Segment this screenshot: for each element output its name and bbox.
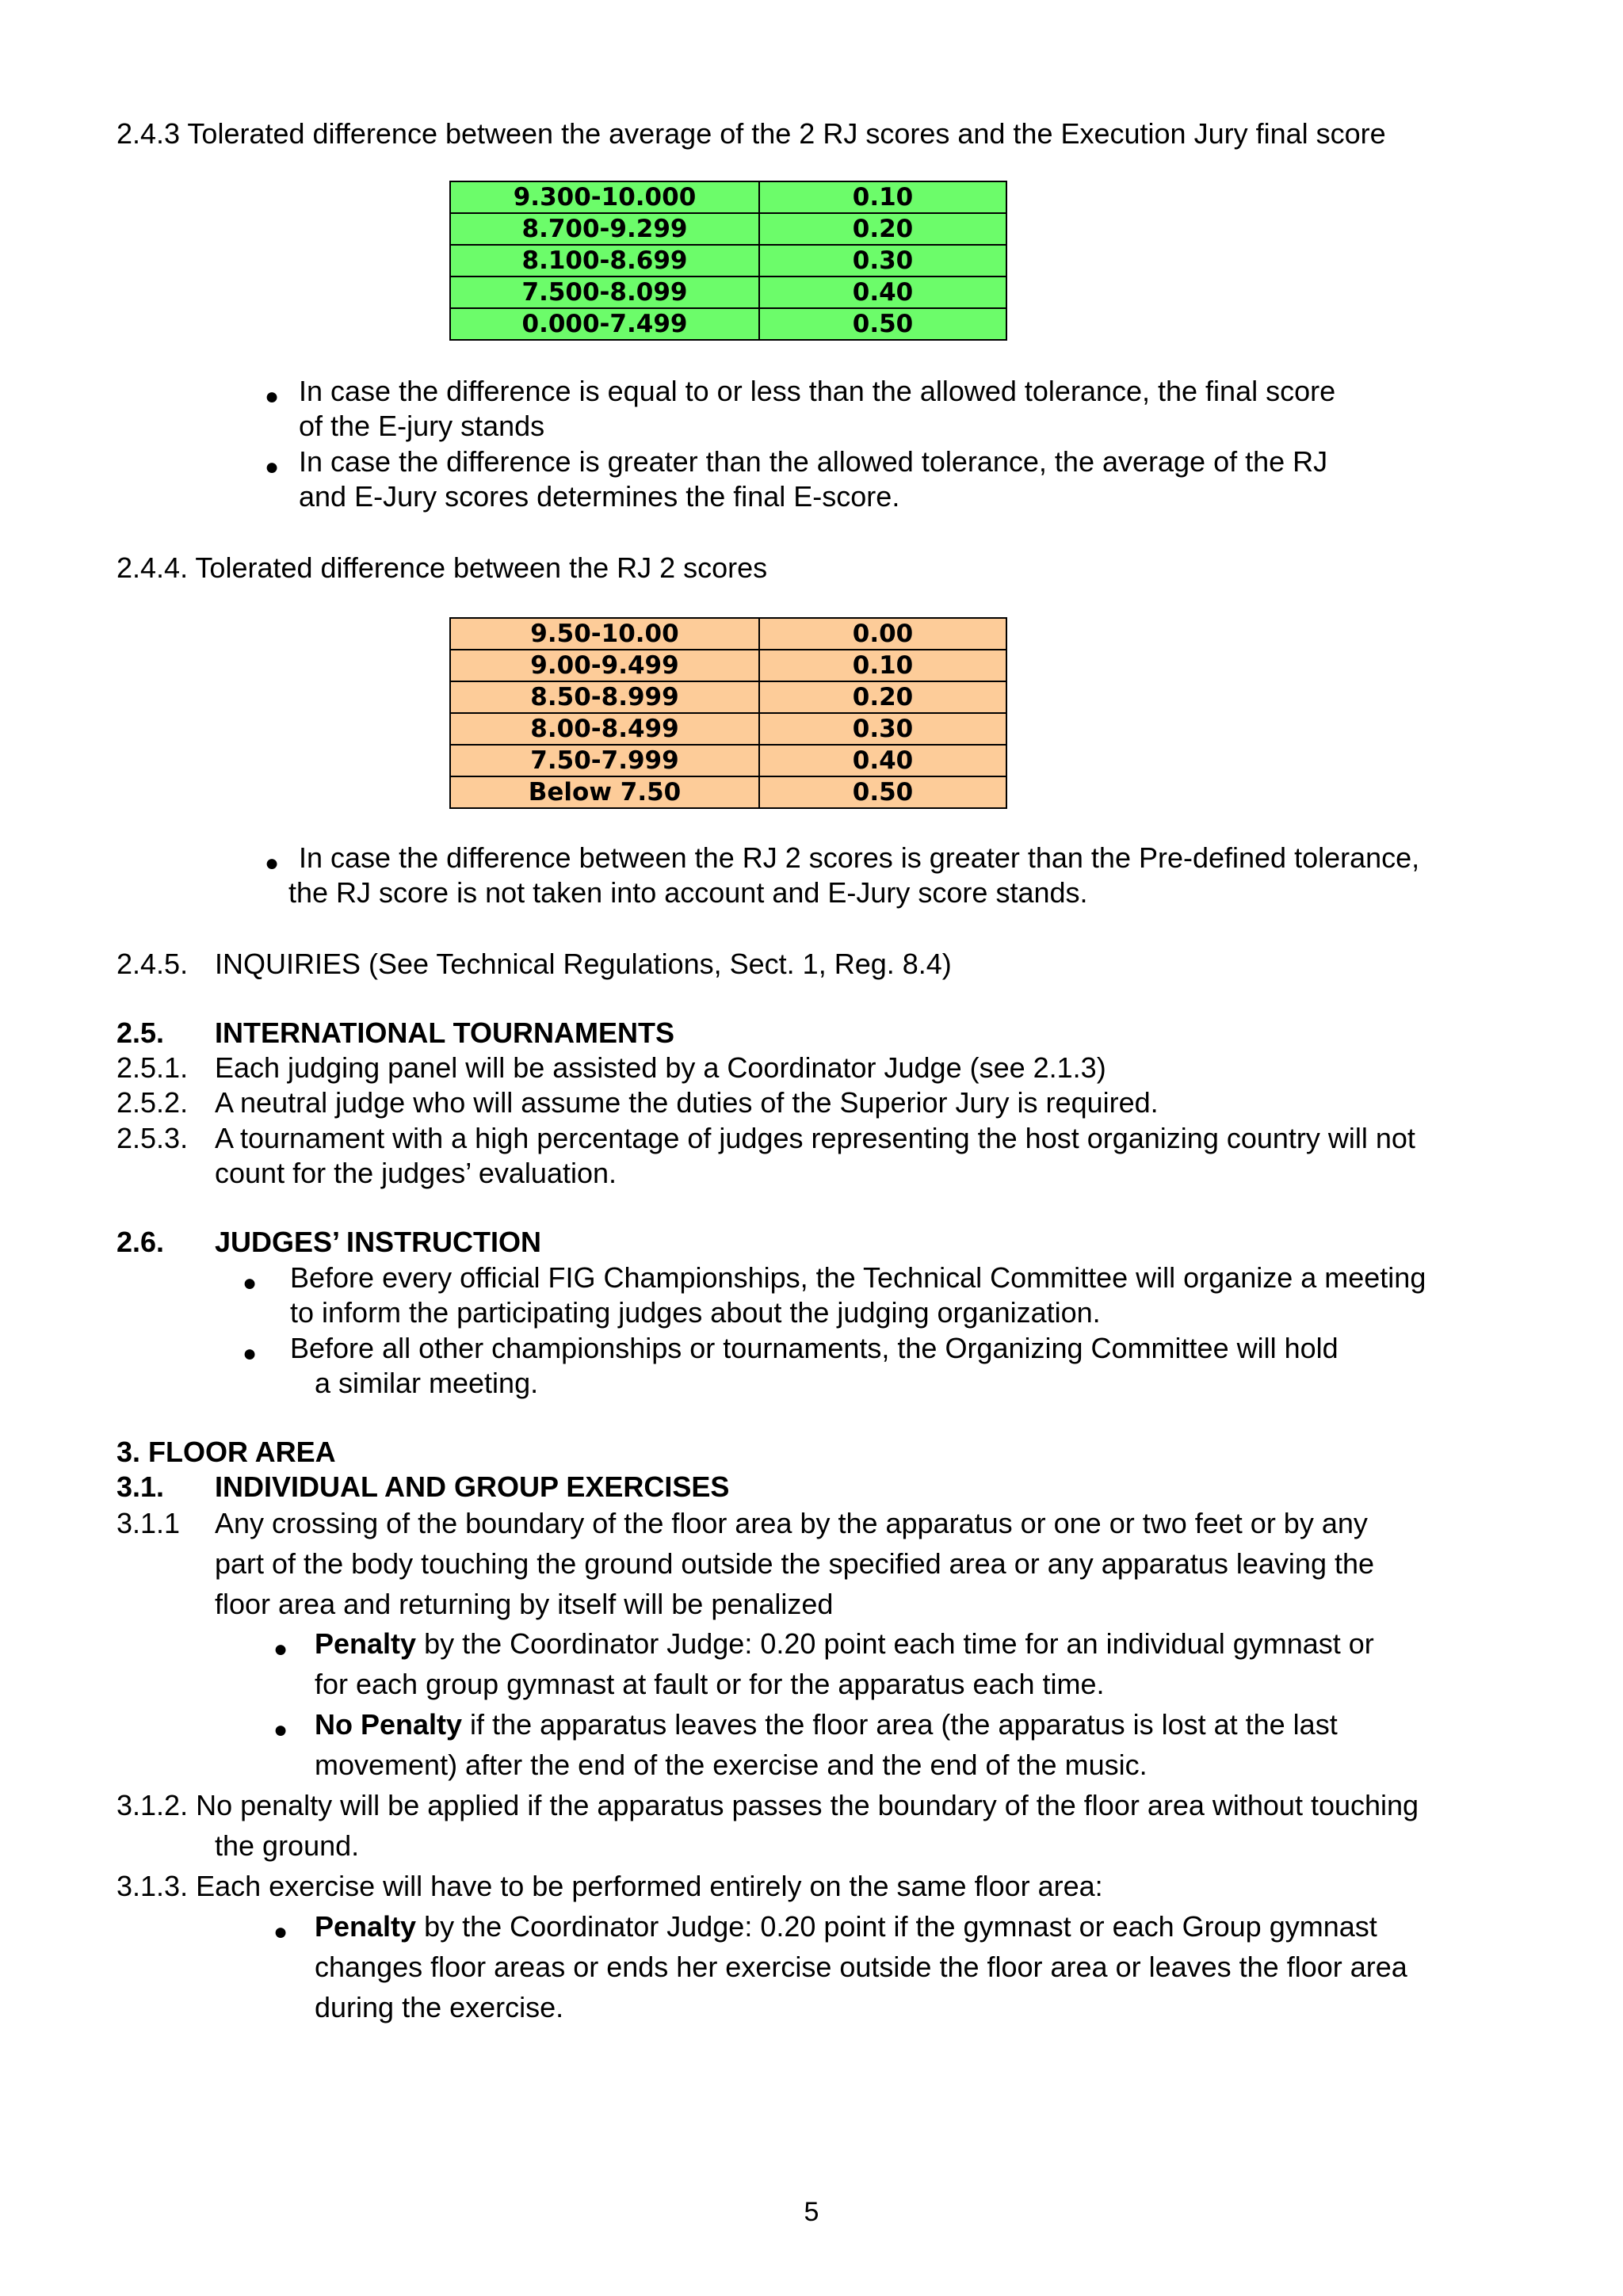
table-cell: 0.10	[759, 181, 1006, 213]
bullet-icon: ●	[242, 1341, 258, 1367]
bullet-icon: ●	[265, 383, 280, 410]
section-text: floor area and returning by itself will be penalized	[215, 1588, 834, 1620]
bullet-text: for each group gymnast at fault or for the apparatus each time.	[315, 1668, 1105, 1700]
tolerance-table-2-4-4	[449, 617, 1007, 809]
table-cell: 9.300-10.000	[450, 181, 759, 213]
section-text: A neutral judge who will assume the duties of the Superior Jury is required.	[215, 1086, 1159, 1119]
heading-2-4-3: 2.4.3 Tolerated difference between the average of the 2 RJ scores and the Execution Jury final score	[116, 117, 1386, 150]
section-number: 3.1.1	[116, 1507, 181, 1539]
table-cell: 0.40	[759, 277, 1006, 308]
table-cell: 8.700-9.299	[450, 213, 759, 245]
section-number: 2.5.3.	[116, 1122, 189, 1154]
bullet-text: In case the difference between the RJ 2 scores is greater than the Pre-defined tolerance,	[299, 841, 1420, 874]
bullet-text: In case the difference is equal to or less than the allowed tolerance, the final score	[299, 375, 1336, 407]
bullet-text: In case the difference is greater than the allowed tolerance, the average of the RJ	[299, 445, 1328, 478]
section-text: INQUIRIES (See Technical Regulations, Sect. 1, Reg. 8.4)	[215, 948, 952, 980]
bullet-icon: ●	[265, 850, 280, 876]
section-title: 3. FLOOR AREA	[116, 1436, 336, 1468]
tolerance-table-2-4-3	[449, 181, 1007, 341]
section-number: 3.1.	[116, 1470, 165, 1503]
table-cell: 7.50-7.999	[450, 745, 759, 776]
bullet-text: of the E-jury stands	[299, 410, 545, 442]
bullet-text: Before all other championships or tournaments, the Organizing Committee will hold	[290, 1332, 1338, 1364]
table-cell: Below 7.50	[450, 776, 759, 808]
table-cell: 9.50-10.00	[450, 618, 759, 650]
table-row	[450, 681, 1006, 713]
section-text: part of the body touching the ground outside the specified area or any apparatus leaving the	[215, 1547, 1375, 1580]
table-row	[450, 776, 1006, 808]
no-penalty-label: No Penalty	[315, 1708, 463, 1741]
no-penalty-text: if the apparatus leaves the floor area (the apparatus is lost at the last	[462, 1708, 1338, 1741]
heading-2-4-4: 2.4.4. Tolerated difference between the RJ 2 scores	[116, 551, 768, 584]
bullet-text: movement) after the end of the exercise and the end of the music.	[315, 1749, 1148, 1781]
table-row	[450, 713, 1006, 745]
table-row	[450, 181, 1006, 213]
bullet-icon: ●	[265, 454, 280, 480]
table-cell: 0.00	[759, 618, 1006, 650]
bullet-icon: ●	[242, 1270, 258, 1296]
bullet-text: Before every official FIG Championships, the Technical Committee will organize a meeting	[290, 1261, 1426, 1294]
section-text: count for the judges’ evaluation.	[215, 1157, 617, 1189]
section-title: INTERNATIONAL TOURNAMENTS	[215, 1016, 674, 1049]
bullet-text: to inform the participating judges about the judging organization.	[290, 1296, 1101, 1329]
bullet-text	[315, 1707, 1338, 1742]
section-text: the ground.	[215, 1829, 360, 1862]
table-row	[450, 650, 1006, 681]
bullet-text	[315, 1909, 1377, 1944]
penalty-text: by the Coordinator Judge: 0.20 point if the gymnast or each Group gymnast	[416, 1910, 1377, 1943]
bullet-text: during the exercise.	[315, 1991, 564, 2023]
table-cell: 8.00-8.499	[450, 713, 759, 745]
table-cell: 0.30	[759, 245, 1006, 277]
penalty-text: by the Coordinator Judge: 0.20 point each time for an individual gymnast or	[416, 1627, 1374, 1660]
table-cell: 8.100-8.699	[450, 245, 759, 277]
section-text: 3.1.2. No penalty will be applied if the apparatus passes the boundary of the floor area without touching	[116, 1789, 1419, 1821]
table-row	[450, 245, 1006, 277]
page-number: 5	[804, 2197, 819, 2227]
table-cell: 9.00-9.499	[450, 650, 759, 681]
section-number: 2.5.1.	[116, 1051, 189, 1084]
penalty-label: Penalty	[315, 1910, 417, 1943]
bullet-text: changes floor areas or ends her exercise outside the floor area or leaves the floor area	[315, 1951, 1407, 1983]
table-cell: 0.000-7.499	[450, 308, 759, 340]
table-cell: 0.20	[759, 213, 1006, 245]
section-title: JUDGES’ INSTRUCTION	[215, 1226, 542, 1258]
section-text: A tournament with a high percentage of judges representing the host organizing country will not	[215, 1122, 1415, 1154]
table-cell: 0.40	[759, 745, 1006, 776]
table-row	[450, 618, 1006, 650]
penalty-label: Penalty	[315, 1627, 417, 1660]
table-row	[450, 277, 1006, 308]
bullet-text: and E-Jury scores determines the final E-score.	[299, 480, 900, 513]
table-cell: 0.10	[759, 650, 1006, 681]
section-title: INDIVIDUAL AND GROUP EXERCISES	[215, 1470, 730, 1503]
section-text: Each judging panel will be assisted by a Coordinator Judge (see 2.1.3)	[215, 1051, 1106, 1084]
bullet-icon: ●	[273, 1717, 288, 1743]
bullet-icon: ●	[273, 1919, 288, 1945]
bullet-icon: ●	[273, 1636, 288, 1662]
table-cell: 0.50	[759, 308, 1006, 340]
table-cell: 0.50	[759, 776, 1006, 808]
table-row	[450, 745, 1006, 776]
table-cell: 0.20	[759, 681, 1006, 713]
table-cell: 8.50-8.999	[450, 681, 759, 713]
table-row	[450, 308, 1006, 340]
table-row	[450, 213, 1006, 245]
table-cell: 0.30	[759, 713, 1006, 745]
section-text: 3.1.3. Each exercise will have to be performed entirely on the same floor area:	[116, 1870, 1103, 1902]
bullet-text	[315, 1626, 1374, 1661]
section-number: 2.5.	[116, 1016, 165, 1049]
table-cell: 7.500-8.099	[450, 277, 759, 308]
section-number: 2.6.	[116, 1226, 165, 1258]
section-number: 2.5.2.	[116, 1086, 189, 1119]
section-number: 2.4.5.	[116, 948, 189, 980]
bullet-text: the RJ score is not taken into account and E-Jury score stands.	[288, 876, 1088, 909]
bullet-text: a similar meeting.	[315, 1367, 539, 1399]
section-text: Any crossing of the boundary of the floor area by the apparatus or one or two feet or by any	[215, 1507, 1368, 1539]
